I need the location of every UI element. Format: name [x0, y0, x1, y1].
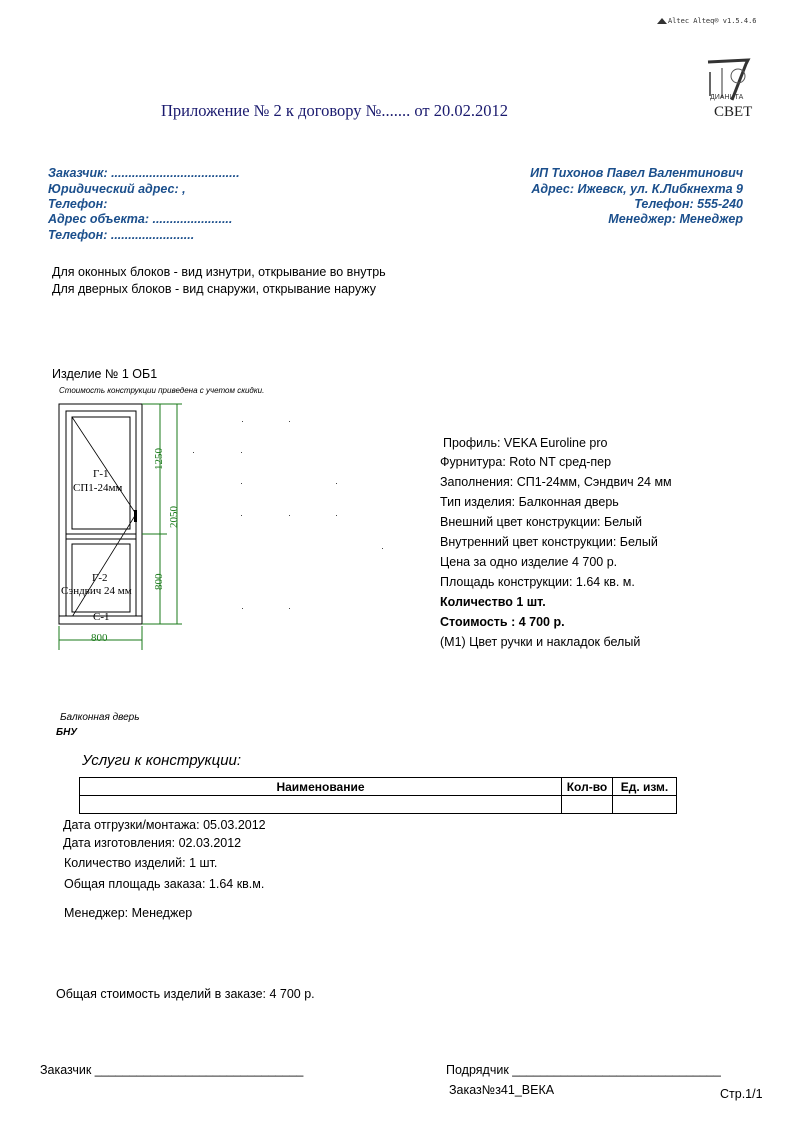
spec-hardware: Фурнитура: Roto NT сред-пер: [440, 455, 612, 469]
table-cell: [562, 796, 613, 814]
spec-type: Тип изделия: Балконная дверь: [440, 495, 619, 509]
table-row: [80, 796, 677, 814]
discount-note: Стоимость конструкции приведена с учетом скидки.: [59, 386, 265, 395]
spec-area: Площадь конструкции: 1.64 кв. м.: [440, 575, 635, 589]
dim-total-label: 2050: [168, 506, 180, 528]
note-windows: Для оконных блоков - вид изнутри, открывание во внутрь: [52, 265, 386, 279]
summary-manager: Менеджер: Менеджер: [64, 906, 193, 920]
sill-label: С-1: [93, 611, 110, 623]
services-table: [79, 777, 677, 814]
dim-width-label: 800: [91, 632, 108, 644]
spec-profile: Профиль: VEKA Euroline pro: [443, 436, 608, 450]
door-handle-icon: [134, 510, 137, 522]
dim-top-label: 1250: [153, 448, 165, 470]
door-drawing: [52, 398, 202, 660]
glass-label-2: СП1-24мм: [73, 482, 123, 494]
item-caption: Балконная дверь: [60, 712, 140, 723]
contractor-address: Адрес: Ижевск, ул. К.Либкнехта 9: [531, 182, 743, 196]
logo-bottom-text: СВЕТ: [714, 104, 753, 120]
customer-legal-address: Юридический адрес: ,: [48, 182, 186, 196]
table-cell: [613, 796, 677, 814]
object-phone: Телефон: ........................: [48, 228, 195, 242]
object-address: Адрес объекта: .......................: [48, 212, 233, 226]
contractor-phone: Телефон: 555-240: [634, 197, 743, 211]
item-quantity: Количество 1 шт.: [440, 595, 546, 609]
item-heading: Изделие № 1 ОБ1: [52, 367, 158, 381]
services-col-qty: Кол-во: [562, 778, 613, 796]
version-mark-icon: [657, 17, 667, 25]
version-tag: Altec Alteq® v1.5.4.6: [668, 17, 757, 25]
customer-signature: Заказчик ______________________________: [40, 1063, 304, 1077]
contractor-signature: Подрядчик ______________________________: [446, 1063, 721, 1077]
table-cell: [80, 796, 562, 814]
glass-label-1: Г-1: [93, 468, 109, 480]
services-col-name: Наименование: [80, 778, 562, 796]
customer-phone: Телефон:: [48, 197, 108, 211]
panel-label-1: Г-2: [92, 572, 108, 584]
item-caption-code: БНУ: [56, 727, 78, 738]
contractor-manager: Менеджер: Менеджер: [608, 212, 743, 226]
opening-line-top: [72, 417, 136, 514]
order-area: Общая площадь заказа: 1.64 кв.м.: [64, 877, 265, 891]
customer-name: Заказчик: .....................................: [48, 166, 240, 180]
order-total: Общая стоимость изделий в заказе: 4 700 р.: [56, 987, 315, 1001]
spec-fillings: Заполнения: СП1-24мм, Сэндвич 24 мм: [440, 475, 672, 489]
spec-outer-color: Внешний цвет конструкции: Белый: [440, 515, 642, 529]
item-cost: Стоимость : 4 700 р.: [440, 615, 565, 629]
order-number: Заказ№з41_ВЕКА: [449, 1083, 555, 1097]
services-col-unit: Ед. изм.: [613, 778, 677, 796]
logo-top-text: ДИАНИТА: [710, 94, 744, 101]
note-doors: Для дверных блоков - вид снаружи, открывание наружу: [52, 282, 376, 296]
ship-date: Дата отгрузки/монтажа: 05.03.2012: [63, 818, 266, 832]
dim-bottom-label: 800: [153, 573, 165, 590]
contractor-name: ИП Тихонов Павел Валентинович: [530, 166, 743, 180]
panel-label-2: Сэндвич 24 мм: [61, 585, 132, 597]
spec-unit-price: Цена за одно изделие 4 700 р.: [440, 555, 618, 569]
items-count: Количество изделий: 1 шт.: [64, 856, 218, 870]
item-accessory: (М1) Цвет ручки и накладок белый: [440, 635, 641, 649]
page-title: Приложение № 2 к договору №....... от 20.02.2012: [161, 101, 509, 120]
spec-inner-color: Внутренний цвет конструкции: Белый: [440, 535, 658, 549]
page-number: Стр.1/1: [720, 1087, 763, 1101]
company-logo: [702, 56, 754, 126]
services-heading: Услуги к конструкции:: [82, 752, 242, 769]
make-date: Дата изготовления: 02.03.2012: [63, 836, 242, 850]
